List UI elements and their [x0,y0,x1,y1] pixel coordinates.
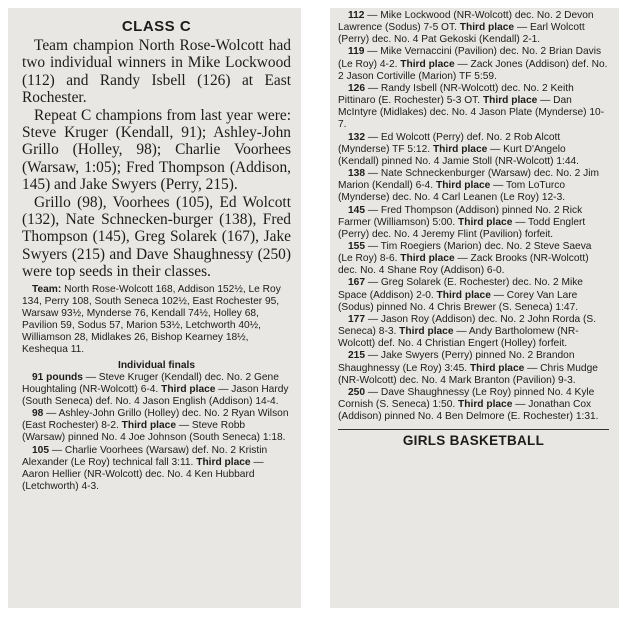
result-text: — Nate Schneckenburger (Warsaw) dec. No. 2 Jim Marion (Kendall) 6-4. [338,168,600,192]
result-text: — Randy Isbell (NR-Wolcott) dec. No. 2 Keith Pittinaro (E. Rochester) 5-3 OT. [338,82,574,107]
result-text: — Tim Roegiers (Marion) dec. No. 2 Steve Saeva (Le Roy) 8-6. [338,240,592,265]
team-label: Team: [32,283,62,295]
third-place-text: — Earl Wolcott (Perry) dec. No. 4 Pat Gekoski (Kendall) 2-1. [338,22,585,46]
third-place-label: Third place [436,289,491,301]
third-place-text: — Corey Van Lare (Sodus) pinned No. 4 Chris Brewer (S. Seneca) 1:47. [338,289,579,313]
result-entry [338,46,609,82]
third-place-label: Third place [435,180,491,192]
left-column [8,8,301,608]
third-place-text: — Aaron Hellier (NR-Wolcott) dec. No. 4 Ken Hubbard (Letchworth) 4-3. [22,456,264,493]
left-results-list [22,372,291,494]
third-place-text: — Kurt D'Angelo (Kendall) pinned No. 4 Jamie Stoll (NR-Wolcott) 1:44. [338,143,580,167]
result-text: — Mike Lockwood (NR-Wolcott) dec. No. 2 Devon Lawrence (Sodus) 7-5 OT. [338,10,594,34]
weight-class: 167 [348,277,365,289]
third-place-text: — Todd Englert (Perry) dec. No. 4 Jeremy Flint (Pavilion) forfeit. [338,216,586,240]
third-place-text: — Tom LoTurco (Mynderse) dec. No. 4 Carl Leanen (Le Roy) 12-3. [338,180,566,204]
third-place-label: Third place [482,95,538,107]
result-entry [338,83,609,132]
right-column [330,8,619,608]
result-entry [338,387,609,423]
result-text: — Dave Shaughnessy (Le Roy) pinned No. 4 Kyle Cornish (S. Seneca) 1:50. [338,386,595,410]
third-place-label: Third place [458,399,513,410]
third-place-label: Third place [469,362,525,374]
weight-class: 91 pounds [32,371,83,383]
result-text: — Greg Solarek (E. Rochester) dec. No. 2 Mike Space (Addison) 2-0. [338,277,583,301]
third-place-text: — Zack Jones (Addison) def. No. 2 Jason Cortiville (Marion) TF 5:59. [338,58,608,82]
result-text: — Ed Wolcott (Perry) def. No. 2 Rob Alcott (Mynderse) TF 5:12. [338,131,561,155]
result-entry [338,10,609,46]
story-paragraph: Team champion North Rose-Wolcott had two individual winners in Mike Lockwood (112) and Randy Isbell (126) at East Rochester. [22,37,291,107]
result-text: — Charlie Voorhees (Warsaw) def. No. 2 Kristin Alexander (Le Roy) technical fall 3:11. [22,444,268,468]
story-paragraph: Repeat C champions from last year were: Steve Kruger (Kendall, 91); Ashley-John Grillo (Holley, 98); Charlie Voorhees (Warsaw, 1:05); Fred Thompson (Addison, 145) and Jake Swyers (Perry, 215). [22,106,291,194]
result-entry [338,314,609,350]
third-place-text: — Jonathan Cox (Addison) pinned No. 4 Ben Delmore (E. Rochester) 1:31. [338,399,599,423]
third-place-text: — Andy Bartholomew (NR-Wolcott) def. No. 4 Christian Engert (Holley) forfeit. [338,326,579,350]
result-entry [22,445,291,494]
result-text: — Fred Thompson (Addison) pinned No. 2 Rick Farmer (Williamson) 5:00. [338,204,583,228]
right-results-list [338,10,609,423]
weight-class: 177 [348,313,365,325]
weight-class: 105 [32,444,49,456]
weight-class: 119 [348,46,365,58]
result-entry [22,408,291,444]
weight-class: 145 [348,204,365,216]
weight-class: 132 [348,131,365,143]
third-place-text: — Dan McIntyre (Midlakes) dec. No. 4 Jason Plate (Mynderse) 10-7. [338,95,605,131]
third-place-label: Third place [121,420,177,432]
third-place-label: Third place [400,58,455,70]
result-entry [338,205,609,241]
third-place-label: Third place [459,22,515,34]
section-heading: CLASS C [121,18,192,35]
story-paragraph: Grillo (98), Voorhees (105), Ed Wolcott (132), Nate Schnecken-burger (138), Fred Thompson (145), Greg Solarek (167), Jake Swyers (215) and Dave Shaughnessy (250) were top seeds in their classes. [22,193,291,281]
weight-class: 112 [348,10,365,21]
third-place-label: Third place [196,456,251,468]
section-divider [338,429,609,430]
third-place-label: Third place [399,326,454,338]
third-place-text: — Chris Mudge (NR-Wolcott) dec. No. 4 Mark Branton (Pavilion) 9-3. [338,362,598,386]
weight-class: 126 [348,82,365,94]
result-text: — Mike Vernaccini (Pavilion) dec. No. 2 Brian Davis (Le Roy) 4-2. [338,46,602,70]
result-text: — Ashley-John Grillo (Holley) dec. No. 2 Ryan Wilson (East Rochester) 8-2. [22,408,289,432]
result-text: — Steve Kruger (Kendall) dec. No. 2 Gene Houghtaling (NR-Wolcott) 6-4. [22,371,279,395]
result-entry [338,132,609,168]
third-place-text: — Steve Robb (Warsaw) pinned No. 4 Joe Johnson (South Seneca) 1:18. [22,420,286,444]
third-place-text: — Jason Hardy (South Seneca) def. No. 4 Jason English (Addison) 14-4. [22,383,289,407]
result-text: — Jake Swyers (Perry) pinned No. 2 Brandon Shaughnessy (Le Roy) 3:45. [338,350,575,374]
third-place-label: Third place [400,253,455,265]
weight-class: 250 [348,386,365,398]
weight-class: 98 [32,408,44,420]
result-text: — Jason Roy (Addison) dec. No. 2 John Rorda (S. Seneca) 8-3. [338,313,597,338]
next-section-heading: GIRLS BASKETBALL [402,433,545,449]
result-entry [338,350,609,386]
third-place-label: Third place [458,216,513,228]
third-place-text: — Zack Brooks (NR-Wolcott) dec. No. 4 Shane Roy (Addison) 6-0. [338,253,589,277]
weight-class: 155 [348,240,365,252]
third-place-label: Third place [161,383,216,395]
result-entry [338,277,609,313]
weight-class: 138 [348,168,365,180]
finals-heading: Individual finals [118,359,195,371]
team-scores [22,284,291,357]
result-entry [22,372,291,408]
weight-class: 215 [348,350,365,362]
result-entry [338,168,609,204]
result-entry [338,241,609,277]
third-place-label: Third place [432,143,488,155]
team-scores-text: North Rose-Wolcott 168, Addison 152½, Le Roy 134, Perry 108, South Seneca 102½, East Rochester 95, Warsaw 93½, Mynderse 76, Kendall 74½, Holley 68, Pavilion 59, Sodus 57, Marion 53½, Letchworth 40½, Williamson 28, Midlakes 26, Bishop Kearney 18½, Keshequa 11. [22,283,281,356]
